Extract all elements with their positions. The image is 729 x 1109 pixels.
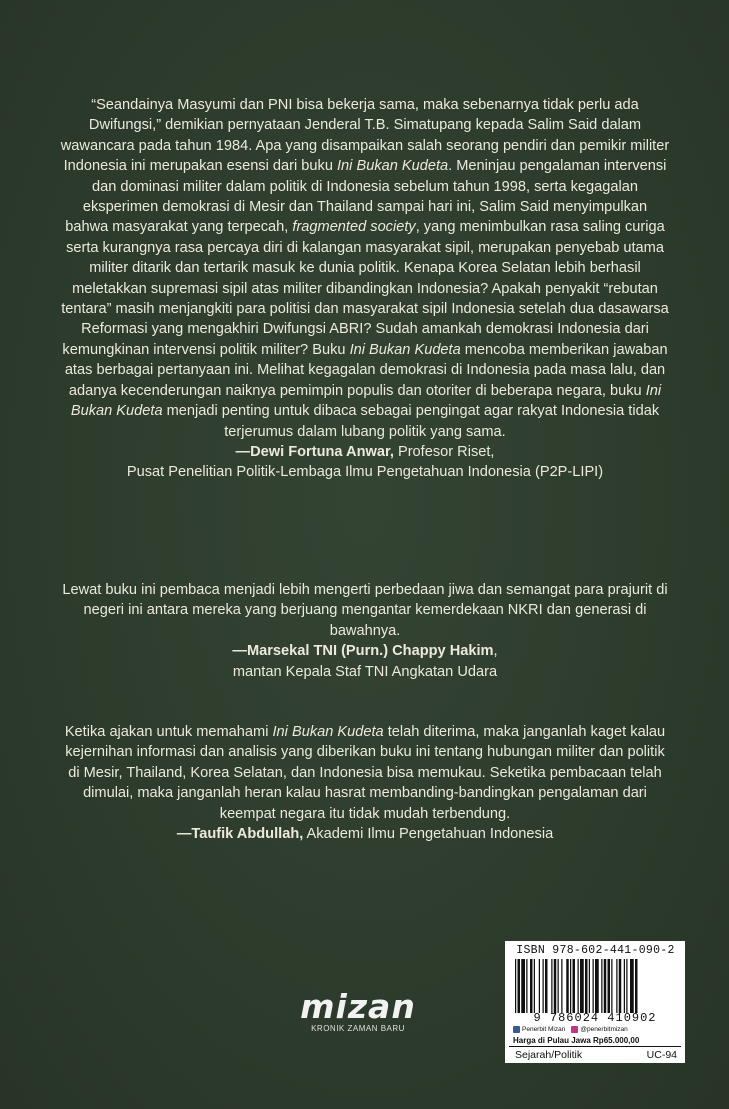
barcode-panel [505, 941, 685, 1063]
category-label: Sejarah/Politik [515, 1049, 583, 1061]
social-links [513, 1026, 628, 1033]
facebook-icon [513, 1026, 520, 1033]
endorsement-taufik-abdullah [60, 722, 670, 844]
facebook-link: Penerbit Mizan [513, 1026, 565, 1033]
endorsement-text: Lewat buku ini pembaca menjadi lebih mengerti perbedaan jiwa dan semangat para prajurit di negeri ini antara mereka yang berjuang mengantar kemerdekaan NKRI dan generasi di bawahnya. [62, 582, 668, 639]
isbn-number: ISBN 978-602-441-090-2 [516, 944, 675, 957]
endorsement-attribution: —Marsekal TNI (Purn.) Chappy Hakim, [232, 643, 498, 660]
logo-wordmark: mizan [300, 987, 416, 1026]
instagram-icon [571, 1026, 578, 1033]
endorsement-text: “Seandainya Masyumi dan PNI bisa bekerja sama, maka sebenarnya tidak perlu ada Dwifungsi,” demikian pernyataan Jenderal T.B. Simatupang kepada Salim Said dalam wawancara pada tahun 1984. Apa yang disampaikan salah seorang pendiri dan pemikir militer Indonesia ini merupakan esensi dari buku Ini Bukan Kudeta. Meninjau pengalaman intervensi dan dominasi militer dalam politik di Indonesia sebelum tahun 1998, serta kegagalan eksperimen demokrasi di Mesir dan Thailand sampai hari ini, Salim Said menyimpulkan bahwa masyarakat yang terpecah, fragmented society, yang menimbulkan rasa saling curiga serta kurangnya rasa percaya diri di kalangan masyarakat sipil, merupakan penyebab utama militer ditarik dan tertarik masuk ke dunia politik. Kenapa Korea Selatan lebih berhasil meletakkan supremasi sipil atas militer dibandingkan Indonesia? Apakah penyakit “rebutan tentara” masih menjangkiti para politisi dan masyarakat sipil Indonesia setelah dua dasawarsa Reformasi yang mengakhiri Dwifungsi ABRI? Sudah amankah demokrasi Indonesia dari kemungkinan intervensi politik militer? Buku Ini Bukan Kudeta mencoba memberikan jawaban atas berbagai pertanyaan ini. Melihat kegagalan demokrasi di Indonesia pada masa lalu, dan adanya kecenderungan naiknya pemimpin populis dan otoriter di beberapa negara, buku Ini Bukan Kudeta menjadi penting untuk dibaca sebagai pengingat agar rakyat Indonesia tidak terjerumus dalam lubang politik yang sama. [60, 97, 670, 440]
endorsement-organization: Pusat Penelitian Politik-Lembaga Ilmu Pengetahuan Indonesia (P2P-LIPI) [126, 464, 604, 481]
barcode-icon [515, 959, 680, 1013]
logo-tagline: KRONIK ZAMAN BARU [311, 1024, 405, 1033]
product-code: UC-94 [646, 1049, 677, 1061]
endorsement-attribution: —Dewi Fortuna Anwar, Profesor Riset, [235, 443, 495, 460]
endorsement-attribution: —Taufik Abdullah, Akademi Ilmu Pengetahuan Indonesia [176, 826, 554, 843]
divider [509, 1046, 681, 1047]
barcode-digits: 9 786024 410902 [533, 1011, 657, 1025]
endorsement-dewi-fortuna-anwar [60, 95, 670, 483]
endorsement-role: mantan Kepala Staf TNI Angkatan Udara [232, 663, 498, 680]
endorsement-chappy-hakim [60, 580, 670, 682]
publisher-logo [298, 987, 418, 1033]
endorsement-text: Ketika ajakan untuk memahami Ini Bukan Kudeta telah diterima, maka janganlah kaget kalau kejernihan informasi dan analisis yang diberikan buku ini tentang hubungan militer dan politik di Mesir, Thailand, Korea Selatan, dan Indonesia bisa memukau. Seketika pembacaan telah dimulai, maka janganlah heran kalau hasrat membanding-bandingkan pengalaman dari keempat negara itu tidak mudah terbendung. [64, 724, 666, 822]
price-label: Harga di Pulau Jawa Rp65.000,00 [513, 1036, 640, 1045]
instagram-link: @penerbitmizan [571, 1026, 627, 1033]
